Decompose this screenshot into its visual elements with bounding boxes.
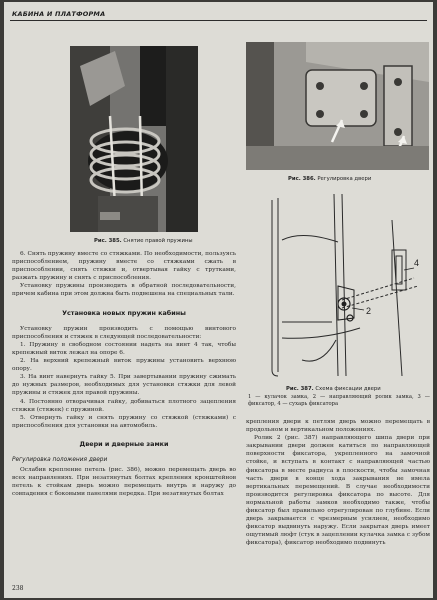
callout-label-2: 2 — [366, 306, 372, 316]
door-latch-scheme — [242, 190, 430, 380]
left-column — [12, 250, 236, 498]
figure-387-caption: Рис. 387. Схема фиксации двери — [286, 386, 381, 392]
section-heading-new-springs: Установка новых пружин кабины — [62, 308, 186, 317]
paragraph: крепления двери к петлям дверь можно перемещать в продольном и вертикальном положениях. — [246, 419, 430, 434]
header-rule — [10, 20, 427, 21]
door-hinge-image — [246, 42, 429, 170]
paragraph: Установку пружин производить с помощью винтового приспособления и стяжек в следующей последовательности: — [12, 325, 236, 340]
paragraph: 4. Постоянно отворачивая гайку, добиваться плотного зацепления стяжки (стяжек) с пружиной. — [12, 398, 236, 413]
callout-label-4: 4 — [414, 258, 420, 268]
paragraph: 1. Пружину в свободном состоянии надеть на винт 4 так, чтобы крепежный виток лежал на опоре 6. — [12, 341, 236, 356]
paragraph: 2. На верхний крепежный виток пружины установить верхнюю опору. — [12, 358, 236, 373]
paragraph: 6. Снять пружину вместе со стяжками. По необходимости, пользуясь приспособлением, пружину вместе со стяжками сжать в приспособлении, снять стяжки и, отвертывая гайку с трутками, разжать пружину и снять с приспособления. — [12, 251, 236, 282]
running-header: КАБИНА И ПЛАТФОРМА — [12, 10, 106, 18]
paragraph: Установку пружины производить в обратной последовательности, причем кабина при этом должна быть подвешена на специальных тали. — [12, 283, 236, 298]
subsection-heading-adjust: Регулировка положения двери — [12, 456, 108, 463]
paragraph: Ролик 2 (рис. 387) направляющего шипа двери при закрывании двери должен катиться по направляющей поверхности фиксатора, укрепленного на замочной стойке, и вступать в контакт с направляющей частью фиксатора в месте радиуса в плоскости, чтобы замочная часть двери в конце хода закрывания не имела вертикальных перемещений. В случае необходимости производится регулировка фиксатора по высоте. Для нормальной работы замков необходимо также, чтобы фиксатор был правильно отрегулирован по глубине. Если дверь закрывается с чрезмерным усилием, необходимо фиксатор выдвинуть наружу. Если закрытая дверь имеет ощутимый люфт (стук в зацеплении кулачка замка с зубом фиксатора), фиксатор необходимо подвинуть — [246, 435, 430, 547]
figure-387-legend: 1 — кулачок замка, 2 — направляющий ролик замка, 3 — фиксатор, 4 — сухарь фиксатора — [248, 394, 430, 407]
figure-387-diagram — [242, 190, 430, 380]
paragraph: 5. Отвернуть гайку и снять пружину со стяжкой (стяжками) с приспособления для установки на автомобиль. — [12, 414, 236, 429]
spring-removal-image — [70, 46, 198, 232]
paragraph: 3. На винт навернуть гайку 5. При завертывании пружину сжимать до нужных размеров, необходимых для установки стяжки для левой пружины и стяжек для правой пружины. — [12, 374, 236, 397]
paragraph: Ослабив крепление петель (рис. 386), можно перемещать дверь во всех направлениях. При незатянутых болтах крепления кронштейнов петель к стойкам дверь можно перемещать внутрь и наружу до совпадения с боковыми панелями передка. При незатянутых болтах — [12, 467, 236, 498]
right-column — [246, 418, 430, 548]
figure-386-photo — [246, 42, 429, 170]
section-heading-doors: Двери и дверные замки — [79, 439, 169, 448]
figure-385-photo — [70, 46, 198, 232]
page-number: 238 — [12, 585, 24, 592]
document-page — [4, 2, 433, 598]
figure-385-caption: Рис. 385. Снятие правой пружины — [94, 238, 193, 244]
figure-386-caption: Рис. 386. Регулировка двери — [288, 176, 372, 182]
